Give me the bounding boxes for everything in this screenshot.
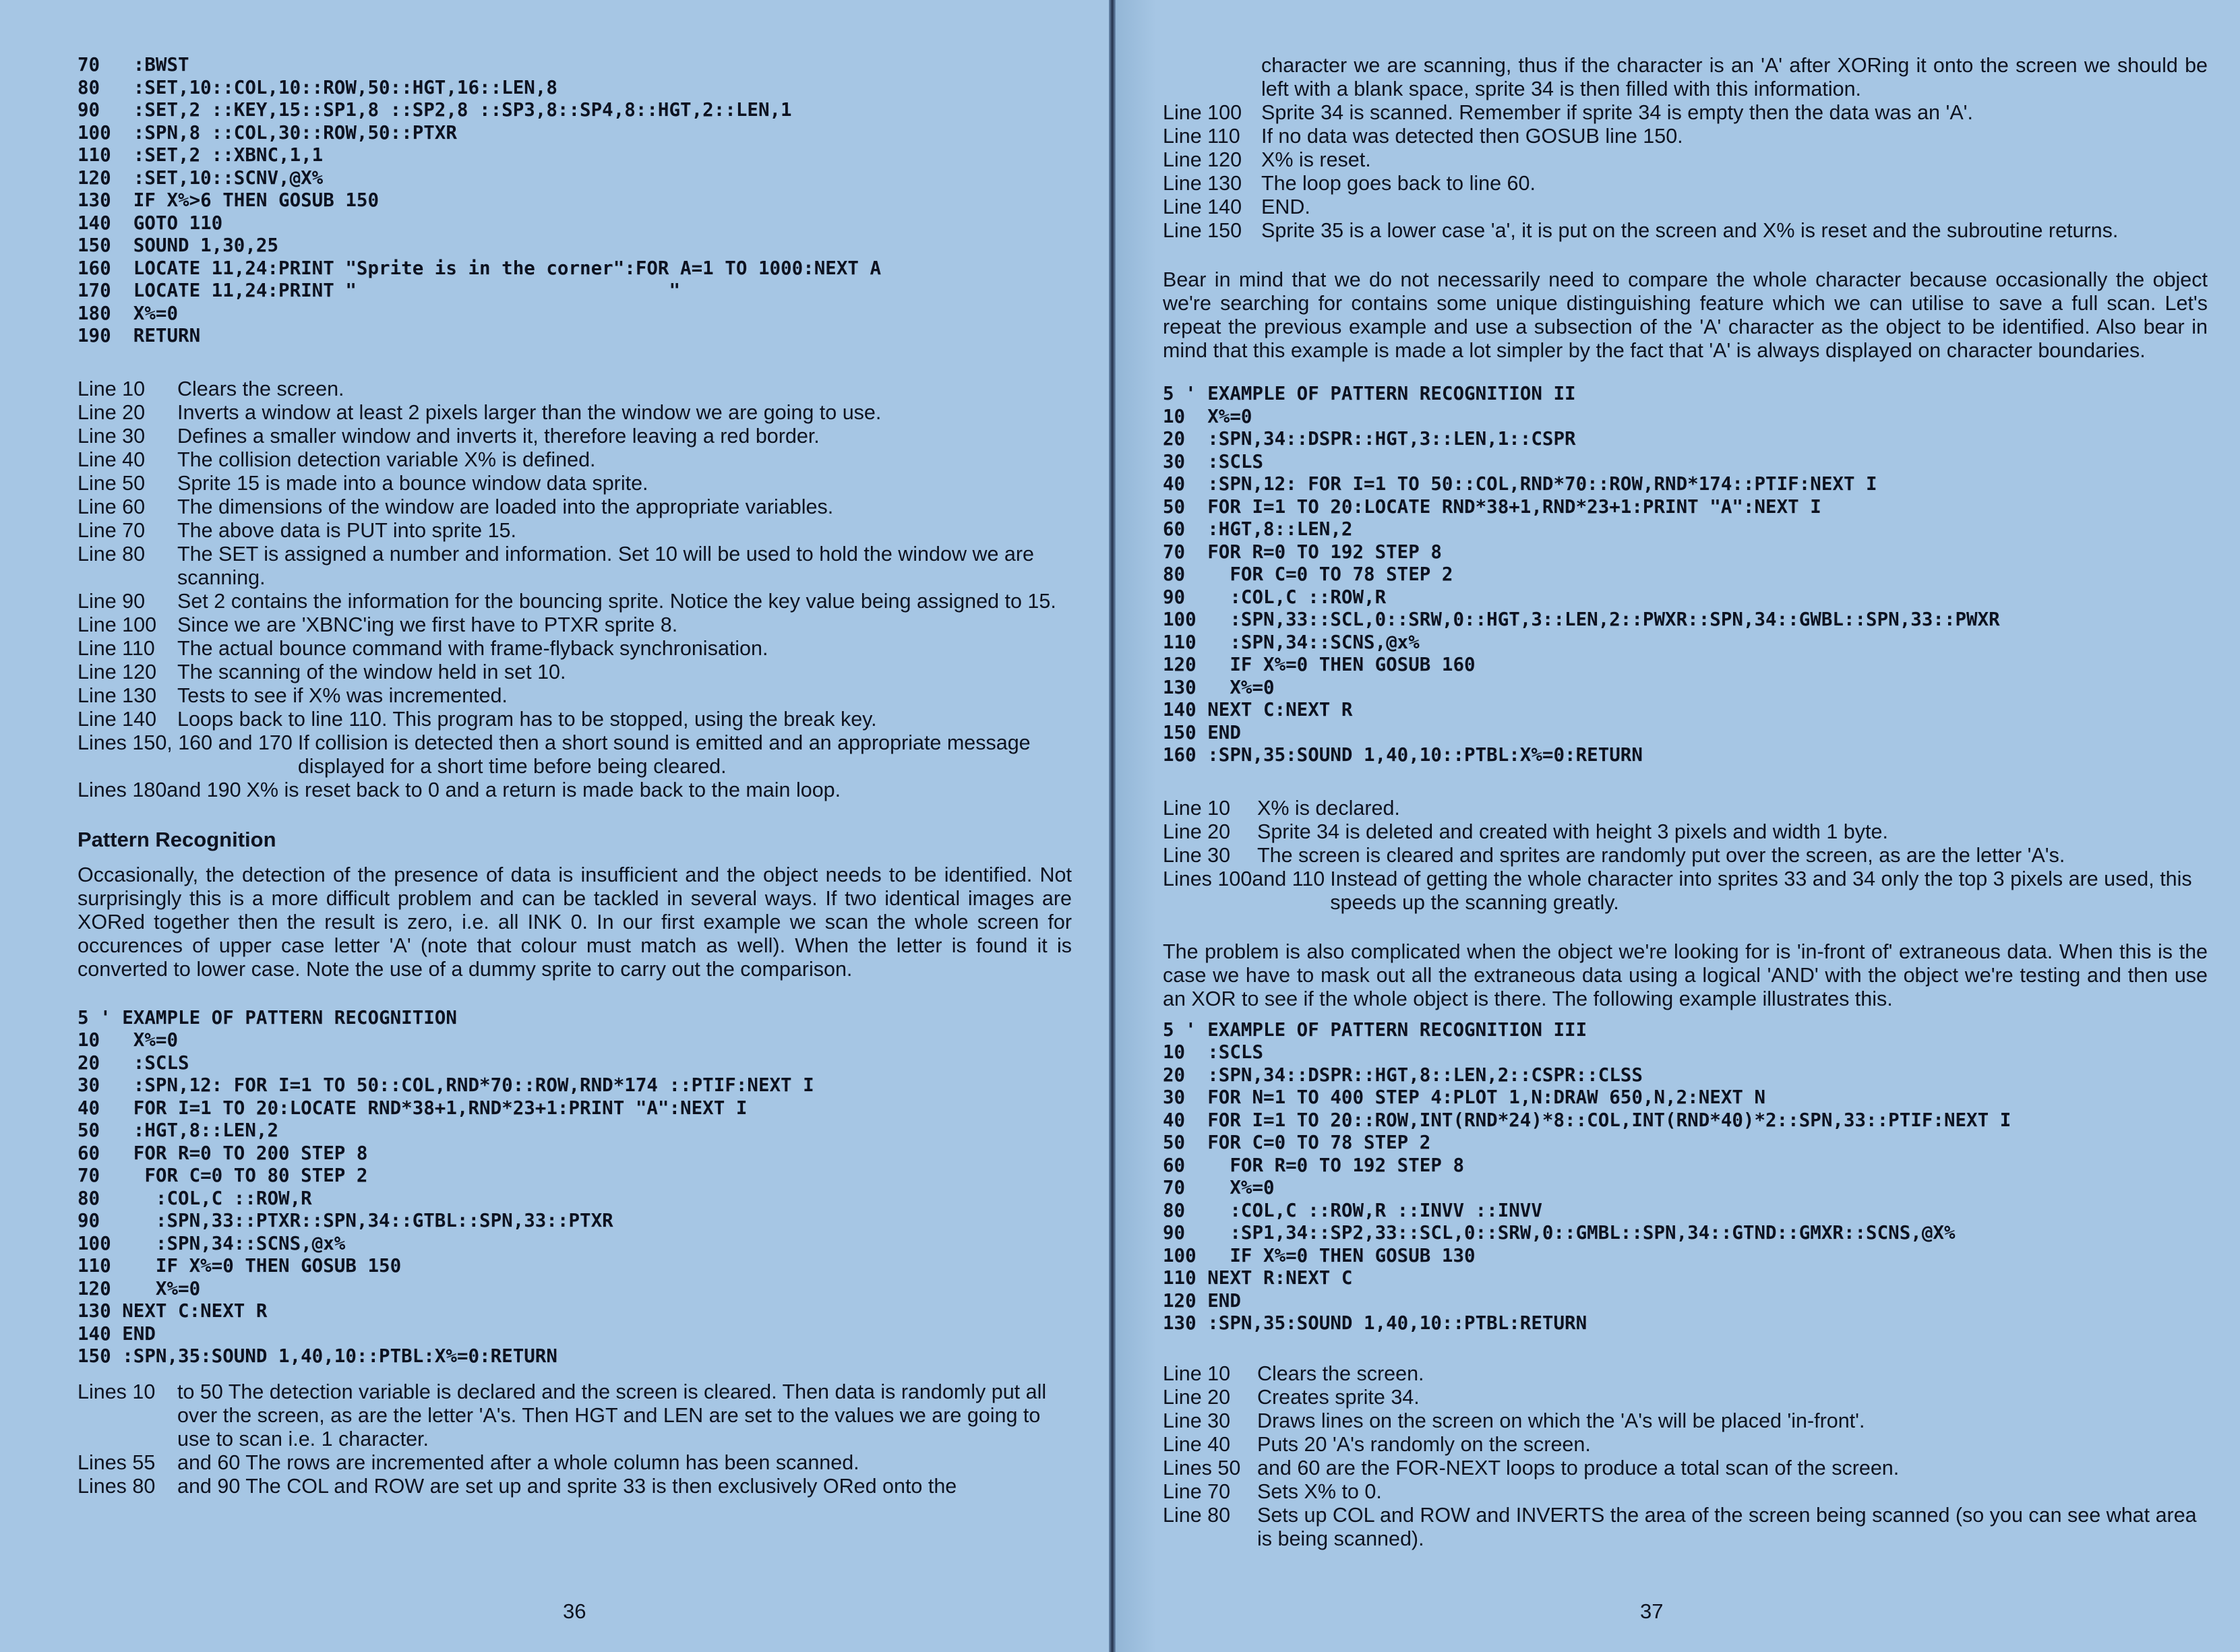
annotation-line-ref: Line 20	[1163, 1385, 1231, 1409]
annotation-text: Tests to see if X% was incremented.	[177, 683, 508, 707]
annotation-row	[1163, 1409, 2208, 1433]
annotation-line-ref: Line 150	[1163, 219, 1242, 242]
annotation-row	[78, 425, 1072, 448]
annotation-text: and 60 The rows are incremented after a whole column has been scanned.	[177, 1450, 859, 1474]
code-line: 60 FOR R=0 TO 192 STEP 8	[1163, 1154, 1465, 1176]
annotations-list	[78, 377, 1072, 802]
annotation-line-ref: Line 80	[78, 542, 146, 565]
annotation-text: and 90 The COL and ROW are set up and sprite 33 is then exclusively ORed onto the	[177, 1474, 957, 1498]
annotation-line-ref: Line 110	[1163, 125, 1240, 148]
annotation-row	[78, 472, 1072, 495]
annotation-line-ref: Line 80	[1163, 1503, 1231, 1527]
annotation-text: Instead of getting the whole character into sprites 33 and 34 only the top 3 pixels are used, this speeds up the scanning greatly.	[1330, 867, 2192, 914]
code-line: 50 FOR I=1 TO 20:LOCATE RND*38+1,RND*23+1:PRINT "A":NEXT I	[1163, 495, 1821, 518]
code-line: 140 END	[78, 1322, 156, 1345]
code-listing-example-3	[1163, 1019, 2214, 1335]
code-line: 20 :SPN,34::DSPR::HGT,8::LEN,2::CSPR::CLSS	[1163, 1064, 1643, 1086]
code-line: 20 :SPN,34::DSPR::HGT,3::LEN,1::CSPR	[1163, 428, 1576, 450]
annotation-text: The SET is assigned a number and information. Set 10 will be used to hold the window we are scanning.	[177, 542, 1034, 589]
annotation-text: to 50 The detection variable is declared and the screen is cleared. Then data is randomly put all over the screen, as are the letter 'A's. Then HGT and LEN are set to the values we are going to use to scan i.e. 1 character.	[177, 1380, 1047, 1450]
annotation-text: Since we are 'XBNC'ing we first have to PTXR sprite 8.	[177, 613, 678, 636]
annotation-text: Set 2 contains the information for the bouncing sprite. Notice the key value being assigned to 15.	[177, 589, 1056, 613]
annotation-row	[1163, 1386, 2208, 1409]
code-line: 40 :SPN,12: FOR I=1 TO 50::COL,RND*70::ROW,RND*174::PTIF:NEXT I	[1163, 473, 1877, 495]
annotation-text: Sets X% to 0.	[1257, 1479, 1382, 1503]
code-line: 60 :HGT,8::LEN,2	[1163, 518, 1353, 540]
left-page	[0, 0, 1109, 1652]
code-line: 190 RETURN	[78, 325, 201, 346]
annotation-line-ref: Line 70	[1163, 1479, 1231, 1503]
annotation-row	[1163, 172, 2208, 195]
code-line: 160 LOCATE 11,24:PRINT "Sprite is in the corner":FOR A=1 TO 1000:NEXT A	[78, 257, 882, 279]
page-number: 37	[1640, 1599, 1664, 1623]
code-line: 90 :COL,C ::ROW,R	[1163, 586, 1387, 608]
annotation-line-ref: Line 40	[1163, 1432, 1231, 1456]
annotation-text: If collision is detected then a short sound is emitted and an appropriate message displayed for a short time before being cleared.	[297, 731, 1031, 778]
annotation-row	[78, 661, 1072, 684]
code-line: 120 IF X%=0 THEN GOSUB 160	[1163, 654, 1476, 675]
annotation-row	[78, 684, 1072, 708]
annotation-row	[78, 708, 1072, 731]
code-line: 50 :HGT,8::LEN,2	[78, 1120, 279, 1141]
annotation-row	[1163, 867, 2208, 915]
annotation-text: END.	[1261, 195, 1310, 218]
annotation-text: Puts 20 'A's randomly on the screen.	[1257, 1432, 1591, 1456]
annotation-text: Sprite 34 is scanned. Remember if sprite 34 is empty then the data was an 'A'.	[1261, 101, 1973, 124]
annotation-text: Sprite 15 is made into a bounce window data sprite.	[177, 471, 648, 495]
annotation-row	[1163, 844, 2208, 867]
code-line: 70 :BWST	[78, 54, 189, 75]
code-line: 120 END	[1163, 1289, 1241, 1312]
annotation-text: Sprite 34 is deleted and created with height 3 pixels and width 1 byte.	[1257, 820, 1888, 843]
code-line: 170 LOCATE 11,24:PRINT " "	[78, 280, 681, 301]
annotation-line-ref: Line 30	[78, 424, 146, 448]
annotations-mid	[1163, 797, 2208, 915]
annotation-text: Draws lines on the screen on which the 'A's will be placed 'in-front'.	[1257, 1409, 1865, 1432]
annotation-line-ref: Line 20	[78, 400, 146, 424]
annotation-row	[78, 778, 1072, 802]
code-line: 30 FOR N=1 TO 400 STEP 4:PLOT 1,N:DRAW 650,N,2:NEXT N	[1163, 1087, 1766, 1108]
annotation-row	[78, 590, 1072, 613]
annotation-text: Clears the screen.	[1257, 1362, 1424, 1385]
annotation-line-ref: Line 50	[78, 471, 146, 495]
code-line: 130 IF X%>6 THEN GOSUB 150	[78, 189, 380, 211]
annotation-line-ref: Lines 10	[78, 1380, 156, 1403]
code-listing-top	[78, 54, 1068, 348]
annotation-line-ref: Lines 50	[1163, 1456, 1241, 1479]
annotation-row	[1163, 195, 2208, 219]
code-line: 110 IF X%=0 THEN GOSUB 150	[78, 1255, 402, 1277]
annotation-row	[1163, 820, 2208, 844]
code-line: 40 FOR I=1 TO 20::ROW,INT(RND*24)*8::COL,INT(RND*40)*2::SPN,33::PTIF:NEXT I	[1163, 1109, 2011, 1131]
annotation-row	[78, 401, 1072, 425]
annotation-line-ref: Lines 100and 110	[1163, 867, 1325, 890]
annotation-row	[1163, 101, 2208, 125]
annotation-text: The actual bounce command with frame-flyback synchronisation.	[177, 636, 768, 660]
code-line: 110 NEXT R:NEXT C	[1163, 1267, 1353, 1289]
code-line: 140 NEXT C:NEXT R	[1163, 699, 1353, 721]
code-line: 70 FOR C=0 TO 80 STEP 2	[78, 1165, 368, 1186]
code-line: 140 GOTO 110	[78, 212, 223, 234]
code-line: 110 :SPN,34::SCNS,@x%	[1163, 631, 1420, 653]
annotation-line-ref: Lines 80	[78, 1474, 156, 1498]
annotation-text: Sprite 35 is a lower case 'a', it is put on the screen and X% is reset and the subroutine returns.	[1261, 219, 2119, 242]
annotation-line-ref: Line 10	[78, 377, 146, 400]
annotation-text: and 60 are the FOR-NEXT loops to produce a total scan of the screen.	[1257, 1456, 1900, 1479]
annotations-top	[1163, 101, 2208, 243]
annotation-row	[78, 731, 1072, 778]
code-line: 70 FOR R=0 TO 192 STEP 8	[1163, 541, 1442, 563]
annotation-line-ref: Line 30	[1163, 843, 1231, 867]
continuation-text: character we are scanning, thus if the character is an 'A' after XORing it onto the screen we should be left with a blank space, sprite 34 is then filled with this information.	[1261, 54, 2208, 100]
code-line: 120 :SET,10::SCNV,@X%	[78, 166, 324, 189]
code-line: 110 :SET,2 ::XBNC,1,1	[78, 144, 324, 166]
code-line: 50 FOR C=0 TO 78 STEP 2	[1163, 1132, 1431, 1153]
paragraph-2: The problem is also complicated when the object we're looking for is 'in-front of' extraneous data. When this is the case we have to mask out all the extraneous data using a logical 'AND' with the object we're testing and then use an XOR to see if the whole object is there. The following example illustrates this.	[1163, 940, 2208, 1010]
annotation-line-ref: Line 10	[1163, 796, 1231, 820]
code-line: 90 :SPN,33::PTXR::SPN,34::GTBL::SPN,33::PTXR	[78, 1210, 613, 1231]
annotation-line-ref: Line 120	[78, 660, 157, 683]
code-line: 100 :SPN,33::SCL,0::SRW,0::HGT,3::LEN,2::PWXR::SPN,34::GWBL::SPN,33::PWXR	[1163, 609, 2000, 630]
code-line: 30 :SPN,12: FOR I=1 TO 50::COL,RND*70::ROW,RND*174 ::PTIF:NEXT I	[78, 1074, 814, 1096]
annotation-line-ref: Line 130	[78, 683, 157, 707]
code-line: 30 :SCLS	[1163, 450, 1264, 472]
annotation-row	[78, 637, 1072, 661]
annotation-line-ref: Line 120	[1163, 148, 1242, 171]
annotation-line-ref: Line 110	[78, 636, 155, 660]
paragraph-1: Bear in mind that we do not necessarily need to compare the whole character because occasionally the object we're searching for contains some unique distinguishing feature which we can utilise to save a full scan. Let's repeat the previous example and use a subsection of the 'A' character as the object to be identified. Also bear in mind that this example is made a lot simpler by the fact that 'A' is always displayed on character boundaries.	[1163, 268, 2208, 362]
annotation-row	[78, 1475, 1072, 1498]
code-line: 20 :SCLS	[78, 1051, 189, 1074]
annotation-row	[78, 543, 1072, 590]
annotation-text: The collision detection variable X% is defined.	[177, 448, 596, 471]
annotation-text: The scanning of the window held in set 10.	[177, 660, 566, 683]
annotation-row	[1163, 797, 2208, 820]
code-line: 80 :COL,C ::ROW,R ::INVV ::INVV	[1163, 1199, 1542, 1221]
annotation-line-ref: Lines 180and 190	[78, 778, 241, 801]
annotation-text: X% is reset back to 0 and a return is made back to the main loop.	[246, 778, 841, 801]
code-listing-example-1	[78, 1007, 1068, 1368]
code-line: 100 :SPN,8 ::COL,30::ROW,50::PTXR	[78, 121, 457, 144]
annotation-row	[1163, 1457, 2208, 1480]
code-line: 160 :SPN,35:SOUND 1,40,10::PTBL:X%=0:RETURN	[1163, 744, 1643, 766]
annotation-row	[1163, 1362, 2208, 1386]
code-line: 90 :SP1,34::SP2,33::SCL,0::SRW,0::GMBL::SPN,34::GTND::GMXR::SCNS,@X%	[1163, 1222, 1956, 1244]
annotation-line-ref: Line 130	[1163, 172, 1242, 195]
code-line: 80 :SET,10::COL,10::ROW,50::HGT,16::LEN,8	[78, 76, 557, 98]
code-line: 5 ' EXAMPLE OF PATTERN RECOGNITION II	[1163, 383, 1576, 404]
code-line: 150 :SPN,35:SOUND 1,40,10::PTBL:X%=0:RETURN	[78, 1345, 557, 1367]
annotation-row	[78, 1451, 1072, 1475]
code-line: 5 ' EXAMPLE OF PATTERN RECOGNITION	[78, 1006, 457, 1029]
annotation-line-ref: Line 40	[78, 448, 146, 471]
annotation-text: X% is reset.	[1261, 148, 1371, 171]
code-line: 150 END	[1163, 721, 1241, 743]
code-line: 130 X%=0	[1163, 676, 1275, 698]
code-line: 130 NEXT C:NEXT R	[78, 1300, 268, 1322]
code-line: 5 ' EXAMPLE OF PATTERN RECOGNITION III	[1163, 1018, 1587, 1041]
annotation-text: The loop goes back to line 60.	[1261, 172, 1536, 195]
annotation-line-ref: Line 90	[78, 589, 146, 613]
annotations-bottom	[1163, 1362, 2208, 1551]
book-gutter	[1109, 0, 1116, 1652]
annotation-row	[78, 448, 1072, 472]
section-heading: Pattern Recognition	[78, 827, 276, 851]
annotation-line-ref: Line 10	[1163, 1362, 1231, 1385]
annotation-line-ref: Line 100	[78, 613, 157, 636]
annotations-list-2	[78, 1380, 1072, 1498]
right-page	[1116, 0, 2240, 1652]
code-line: 70 X%=0	[1163, 1177, 1275, 1198]
annotation-row	[78, 1380, 1072, 1451]
annotation-line-ref: Line 140	[1163, 195, 1242, 218]
annotation-text: The screen is cleared and sprites are randomly put over the screen, as are the letter 'A's.	[1257, 843, 2065, 867]
annotation-line-ref: Line 100	[1163, 101, 1242, 124]
annotation-row	[1163, 219, 2208, 243]
code-line: 130 :SPN,35:SOUND 1,40,10::PTBL:RETURN	[1163, 1312, 1587, 1334]
page-number: 36	[563, 1599, 586, 1623]
annotation-row	[78, 377, 1072, 401]
annotation-row	[1163, 1433, 2208, 1457]
annotation-row	[1163, 1504, 2208, 1551]
annotation-line-ref: Line 60	[78, 495, 146, 518]
annotation-line-ref: Line 140	[78, 707, 157, 731]
annotation-row	[78, 495, 1072, 519]
annotation-line-ref: Line 70	[78, 518, 146, 542]
annotation-text: The above data is PUT into sprite 15.	[177, 518, 516, 542]
code-line: 40 FOR I=1 TO 20:LOCATE RND*38+1,RND*23+1:PRINT "A":NEXT I	[78, 1097, 748, 1119]
annotation-row	[1163, 148, 2208, 172]
code-line: 10 X%=0	[78, 1029, 179, 1051]
annotation-row	[1163, 1480, 2208, 1504]
annotation-text: Sets up COL and ROW and INVERTS the area of the screen being scanned (so you can see what area is being scanned).	[1257, 1503, 2197, 1550]
annotation-row	[78, 519, 1072, 543]
code-line: 10 :SCLS	[1163, 1041, 1264, 1063]
code-line: 100 IF X%=0 THEN GOSUB 130	[1163, 1244, 1476, 1266]
annotation-text: If no data was detected then GOSUB line 150.	[1261, 125, 1683, 148]
annotation-row	[1163, 125, 2208, 148]
code-line: 180 X%=0	[78, 302, 179, 324]
intro-paragraph: Occasionally, the detection of the presence of data is insufficient and the object needs to be identified. Not surprisingly this is a more difficult problem and can be tackled in several ways. If two identical images are XORed together then the result is zero, i.e. all INK 0. In our first example we scan the whole screen for occurences of upper case letter 'A' (note that colour must match as well). When the letter is found it is converted to lower case. Note the use of a dummy sprite to carry out the comparison.	[78, 863, 1072, 981]
annotation-line-ref: Line 30	[1163, 1409, 1231, 1432]
annotation-text: X% is declared.	[1257, 796, 1400, 820]
annotation-text: Clears the screen.	[177, 377, 344, 400]
code-line: 90 :SET,2 ::KEY,15::SP1,8 ::SP2,8 ::SP3,8::SP4,8::HGT,2::LEN,1	[78, 99, 792, 121]
code-line: 80 :COL,C ::ROW,R	[78, 1187, 312, 1209]
annotation-text: Creates sprite 34.	[1257, 1385, 1420, 1409]
annotation-text: Defines a smaller window and inverts it, therefore leaving a red border.	[177, 424, 820, 448]
annotation-line-ref: Line 20	[1163, 820, 1231, 843]
code-line: 10 X%=0	[1163, 405, 1252, 427]
code-line: 60 FOR R=0 TO 200 STEP 8	[78, 1142, 368, 1164]
code-line: 100 :SPN,34::SCNS,@x%	[78, 1232, 346, 1254]
annotation-text: Loops back to line 110. This program has to be stopped, using the break key.	[177, 707, 877, 731]
code-line: 120 X%=0	[78, 1277, 201, 1299]
code-line: 150 SOUND 1,30,25	[78, 235, 279, 256]
annotation-text: The dimensions of the window are loaded into the appropriate variables.	[177, 495, 834, 518]
annotation-text: Inverts a window at least 2 pixels larger than the window we are going to use.	[177, 400, 882, 424]
code-line: 80 FOR C=0 TO 78 STEP 2	[1163, 563, 1453, 585]
annotation-line-ref: Lines 150, 160 and 170	[78, 731, 293, 754]
code-listing-example-2	[1163, 383, 2214, 767]
annotation-row	[78, 613, 1072, 637]
annotation-line-ref: Lines 55	[78, 1450, 156, 1474]
